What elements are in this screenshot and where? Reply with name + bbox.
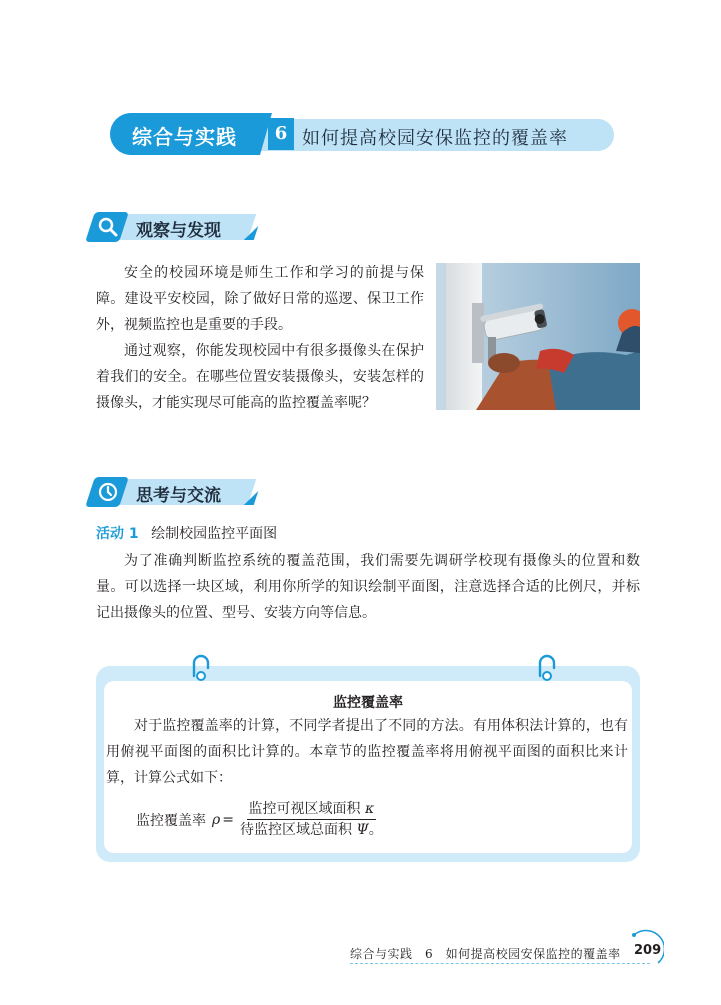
coverage-formula: [136, 800, 385, 839]
section-label: 观察与发现: [136, 221, 221, 241]
banner-title: 综合与实践: [132, 125, 237, 149]
thinking-icon: [96, 481, 120, 503]
page-number: 209: [634, 943, 662, 958]
formula-denominator: [238, 820, 385, 839]
activity-label: 活动 1: [96, 526, 139, 542]
camera-illustration: [436, 263, 640, 410]
banner-number: 6: [268, 118, 294, 150]
formula-equals: =: [222, 811, 234, 828]
section-header-think: [90, 477, 260, 507]
formula-lhs: 监控覆盖率: [136, 812, 206, 829]
magnifier-icon: [96, 216, 120, 238]
activity-heading: [96, 523, 277, 543]
formula-fraction: [238, 800, 385, 839]
activity-paragraph: 为了准确判断监控系统的覆盖范围，我们需要先调研学校现有摄像头的位置和数量。可以选择一块区域，利用你所学的知识绘制平面图，注意选择合适的比例尺，并标记出摄像头的位置、型号、安装方向等信息。: [96, 553, 640, 621]
section-label: 思考与交流: [136, 486, 221, 506]
activity-title: 绘制校园监控平面图: [151, 526, 278, 542]
intro-text: [96, 260, 424, 416]
footer-text: 综合与实践 6 如何提高校园安保监控的覆盖率: [350, 947, 621, 961]
infobox-paragraph: 对于监控覆盖率的计算，不同学者提出了不同的方法。有用体积法计算的，也有用俯视平面图的面积比计算的。本章节的监控覆盖率将用俯视平面图的面积比来计算，计算公式如下：: [106, 718, 628, 786]
intro-paragraph-2: 通过观察，你能发现校园中有很多摄像头在保护着我们的安全。在哪些位置安装摄像头，安装怎样的摄像头，才能实现尽可能高的监控覆盖率呢？: [96, 343, 424, 411]
section-header-observe: [90, 212, 260, 242]
binder-ring-icon: [536, 652, 558, 682]
denominator-var: Ψ: [356, 822, 369, 838]
denominator-text: 待监控区域总面积: [239, 822, 352, 838]
infobox-title: 监控覆盖率: [333, 695, 403, 711]
infobox-text: [106, 713, 628, 791]
activity-text: [96, 548, 640, 626]
formula-symbol: ρ: [212, 811, 221, 828]
numerator-text: 监控可视区域面积: [248, 801, 361, 817]
banner-subtitle: 如何提高校园安保监控的覆盖率: [302, 128, 568, 149]
page-footer: [350, 941, 662, 967]
formula-numerator: [247, 800, 377, 820]
binder-ring-icon: [190, 652, 212, 682]
formula-end: 。: [368, 822, 383, 838]
footer-divider: [350, 963, 650, 964]
intro-paragraph-1: 安全的校园环境是师生工作和学习的前提与保障。建设平安校园，除了做好日常的巡逻、保卫工作外，视频监控也是重要的手段。: [96, 265, 424, 333]
numerator-var: κ: [364, 801, 375, 817]
security-camera-photo: [436, 263, 640, 410]
chapter-banner: [110, 113, 614, 155]
